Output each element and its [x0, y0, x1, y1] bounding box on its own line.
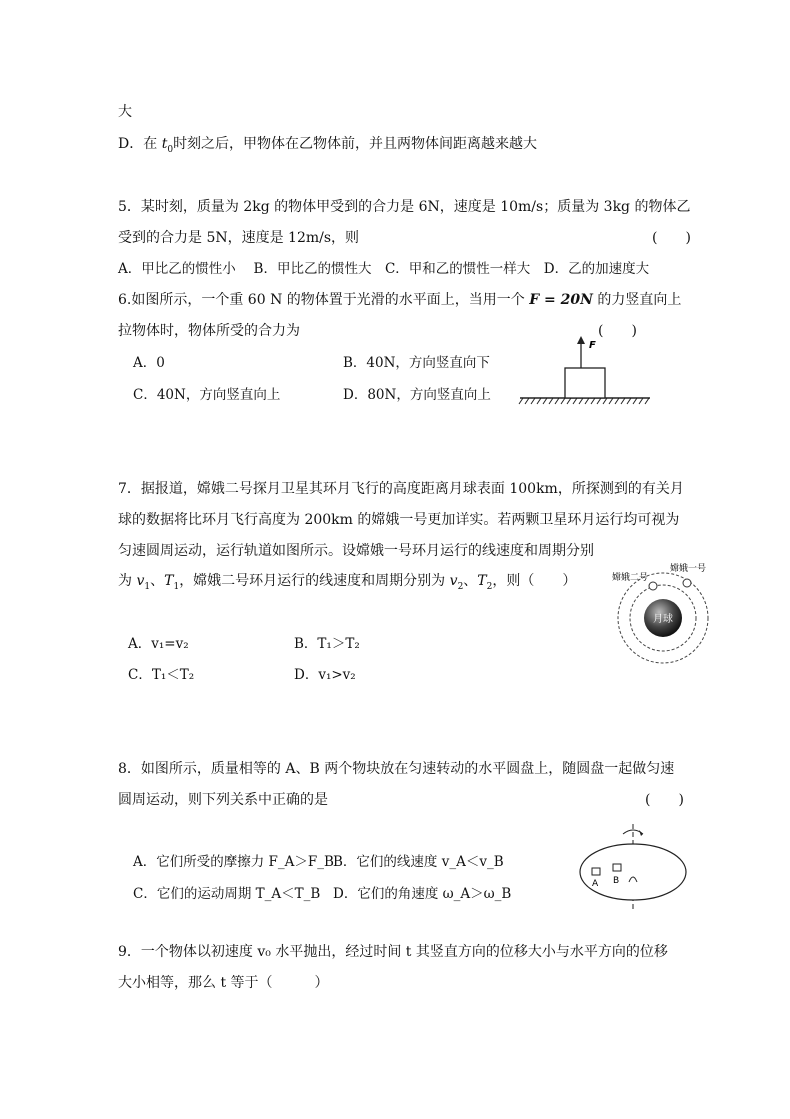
q7-stem-line4: 为 $v_1$、$T_1$，嫦娥二号环月运行的线速度和周期分别为 $v_2$、$T_2$，则（ ） — [118, 573, 577, 592]
q6-option-a: A．0 — [133, 355, 165, 371]
q8-stem-line2: 圆周运动，则下列关系中正确的是 — [118, 792, 328, 808]
q6-option-c: C．40N，方向竖直向上 — [133, 387, 281, 403]
q8-disk-figure — [575, 822, 695, 914]
q7-line4-a: 为 — [118, 573, 137, 589]
q8-answer-paren: ( ) — [645, 792, 684, 808]
force-label: F — [589, 340, 596, 351]
q8-option-d: D．它们的角速度 ω_A＞ω_B — [333, 886, 512, 902]
q4-option-d-prefix: D．在 — [118, 136, 162, 152]
q7-option-a: A．v₁=v₂ — [128, 636, 189, 652]
q7-stem-line2: 球的数据将比环月飞行高度为 200km 的嫦娥一号更加详实。若两颗卫星环月运行均可视为 — [118, 512, 680, 528]
satellite-change1 — [683, 579, 691, 587]
q7-stem-line3: 匀速圆周运动，运行轨道如图所示。设嫦娥一号环月运行的线速度和周期分别 — [118, 543, 594, 559]
block — [565, 368, 605, 398]
q4-option-d-text: 时刻之后，甲物体在乙物体前，并且两物体间距离越来越大 — [173, 136, 538, 152]
q4-option-d-time-sub: 0 — [167, 144, 174, 155]
q8-option-a: A．它们所受的摩擦力 F_A＞F_B — [133, 854, 334, 870]
q8-option-c: C．它们的运动周期 T_A＜T_B — [133, 886, 321, 902]
q7-option-d: D．v₁>v₂ — [294, 667, 356, 683]
q4-option-d-time: t — [161, 136, 168, 152]
q6-stem-line2: 拉物体时，物体所受的合力为 — [118, 323, 300, 339]
q7-line4-c: ，则（ ） — [492, 573, 577, 589]
q7-stem-line1: 7．据报道，嫦娥二号探月卫星其环月飞行的高度距离月球表面 100km，所探测到的有关月 — [118, 481, 684, 497]
q7-option-b: B．T₁＞T₂ — [294, 636, 360, 652]
block-b — [613, 864, 621, 871]
q5-answer-paren: ( ) — [652, 230, 691, 246]
q7-line4-b: ，嫦娥二号环月运行的线速度和周期分别为 — [179, 573, 450, 589]
q6-option-d: D．80N，方向竖直向上 — [343, 387, 491, 403]
q8-stem-line1: 8．如图所示，质量相等的 A、B 两个物块放在匀速转动的水平圆盘上，随圆盘一起做匀速 — [118, 761, 675, 777]
block-a — [592, 868, 600, 875]
block-a-label: A — [592, 879, 599, 889]
q5-stem-line2: 受到的合力是 5N，速度是 12m/s，则 — [118, 230, 360, 246]
q9-stem-line2: 大小相等，那么 t 等于（ ） — [118, 975, 329, 991]
satellite-change2 — [649, 582, 657, 590]
q5-options: A．甲比乙的惯性小 B．甲比乙的惯性大 C．甲和乙的惯性一样大 D．乙的加速度大 — [118, 261, 650, 277]
q6-answer-paren: ( ) — [598, 323, 637, 339]
q4-continuation-text: 大 — [118, 104, 132, 120]
q9-stem-line1: 9．一个物体以初速度 v₀ 水平抛出，经过时间 t 其竖直方向的位移大小与水平方向的位移 — [118, 944, 668, 960]
q4-option-d — [118, 135, 537, 159]
orbit-label-change1: 嫦娥一号 — [670, 564, 707, 574]
q6-stem-line1-a: 6.如图所示，一个重 60 N 的物体置于光滑的水平面上，当用一个 — [118, 292, 530, 308]
orbit-label-change2: 嫦娥二号 — [612, 573, 649, 583]
q6-stem-line1-b: 的力竖直向上 — [592, 292, 682, 308]
q7-orbit-figure — [608, 558, 718, 676]
q6-block-force-figure — [515, 330, 655, 410]
q6-option-b: B．40N，方向竖直向下 — [343, 355, 490, 371]
q6-force-value: F = 20N — [529, 292, 593, 308]
force-arrow-head — [577, 336, 585, 344]
q6-stem-line1 — [118, 291, 681, 309]
ground-hatching — [519, 398, 649, 404]
q5-stem-line1: 5．某时刻，质量为 2kg 的物体甲受到的合力是 6N，速度是 10m/s；质量为 3kg 的物体乙 — [118, 199, 691, 215]
q7-option-c: C．T₁＜T₂ — [128, 667, 195, 683]
moon-label: 月球 — [653, 614, 673, 625]
q8-option-b: B．它们的线速度 v_A＜v_B — [333, 854, 504, 870]
block-b-label: B — [613, 876, 620, 886]
